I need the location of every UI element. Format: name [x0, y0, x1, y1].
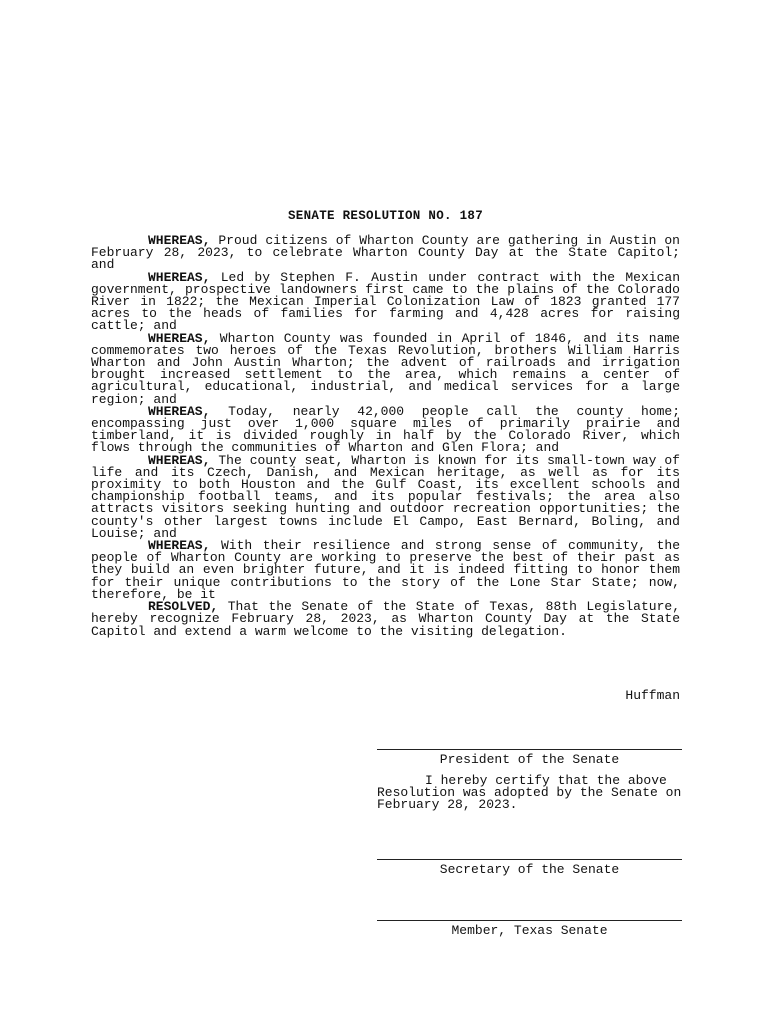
paragraph-text: With their resilience and strong sense of community, the people of Wharton County are working to preserve the best of their past as they build an even brighter future, and it is indeed fitting to honor them for their unique contributions to the story of the Lone Star State; now, therefore, be it: [91, 538, 680, 602]
resolution-title: SENATE RESOLUTION NO. 187: [287, 209, 484, 223]
paragraph-text: Today, nearly 42,000 people call the county home; encompassing just over 1,000 square miles of primarily prairie and timberland, it is divided roughly in half by the Colorado River, which flows through the communities of Wharton and Glen Flora; and: [91, 403, 680, 456]
paragraph-keyword: WHEREAS,: [148, 233, 211, 248]
paragraph-keyword: WHEREAS,: [148, 330, 211, 346]
secretary-signature-block: [377, 859, 682, 877]
president-label: President of the Senate: [439, 752, 620, 767]
resolution-paragraph: [91, 452, 680, 541]
paragraph-text: Led by Stephen F. Austin under contract with the Mexican government, prospective landowners first came to the plains of the Colorado River in 1822; the Mexican Imperial Colonization Law of 1823 granted 177 acres to the heads of families for farming and 4,428 acres for raising cattle; and: [91, 269, 680, 334]
paragraph-keyword: WHEREAS,: [148, 403, 211, 419]
sponsor-name: Huffman: [625, 688, 680, 703]
paragraph-keyword: WHEREAS,: [148, 452, 211, 468]
certification-text: I hereby certify that the above Resolution was adopted by the Senate on February 28, 2023.: [377, 773, 682, 813]
paragraph-keyword: WHEREAS,: [148, 538, 211, 554]
paragraph-text: Wharton County was founded in April of 1846, and its name commemorates two heroes of the Texas Revolution, brothers William Harris Wharton and John Austin Wharton; the advent of railroads and irrigation brought increased settlement to the area, which remains a center of agricultural, educational, industrial, and medical services for a large region; and: [91, 330, 680, 407]
paragraph-text: That the Senate of the State of Texas, 88th Legislature, hereby recognize February 28, 2023, as Wharton County Day at the State Capitol and extend a warm welcome to the visiting delegation.: [91, 599, 680, 639]
resolution-paragraph: [91, 269, 680, 334]
paragraph-keyword: RESOLVED,: [148, 599, 219, 615]
resolution-paragraph: [91, 235, 680, 272]
signature-line: [377, 859, 682, 860]
secretary-label: Secretary of the Senate: [439, 862, 620, 877]
resolved-paragraph: [91, 601, 680, 638]
resolution-paragraph: [91, 330, 680, 407]
president-signature-block: [377, 749, 682, 767]
resolution-paragraph: [91, 540, 680, 601]
paragraph-text: The county seat, Wharton is known for its small-town way of life and its Czech, Danish, and Mexican heritage, as well as for its proximity to both Houston and the Gulf Coast, its excellent schools and championship football teams, and its popular festivals; the area also attracts visitors seeking hunting and outdoor recreation opportunities; the county's other largest towns include El Campo, East Bernard, Boling, and Louise; and: [91, 452, 680, 541]
paragraph-keyword: WHEREAS,: [148, 269, 211, 285]
signature-line: [377, 920, 682, 921]
member-signature-block: [377, 920, 682, 938]
signature-line: [377, 749, 682, 750]
resolution-body: [91, 235, 680, 638]
member-label: Member, Texas Senate: [451, 923, 608, 938]
resolution-paragraph: [91, 403, 680, 456]
paragraph-text: Proud citizens of Wharton County are gathering in Austin on February 28, 2023, to celebrate Wharton County Day at the State Capitol; and: [91, 233, 680, 273]
